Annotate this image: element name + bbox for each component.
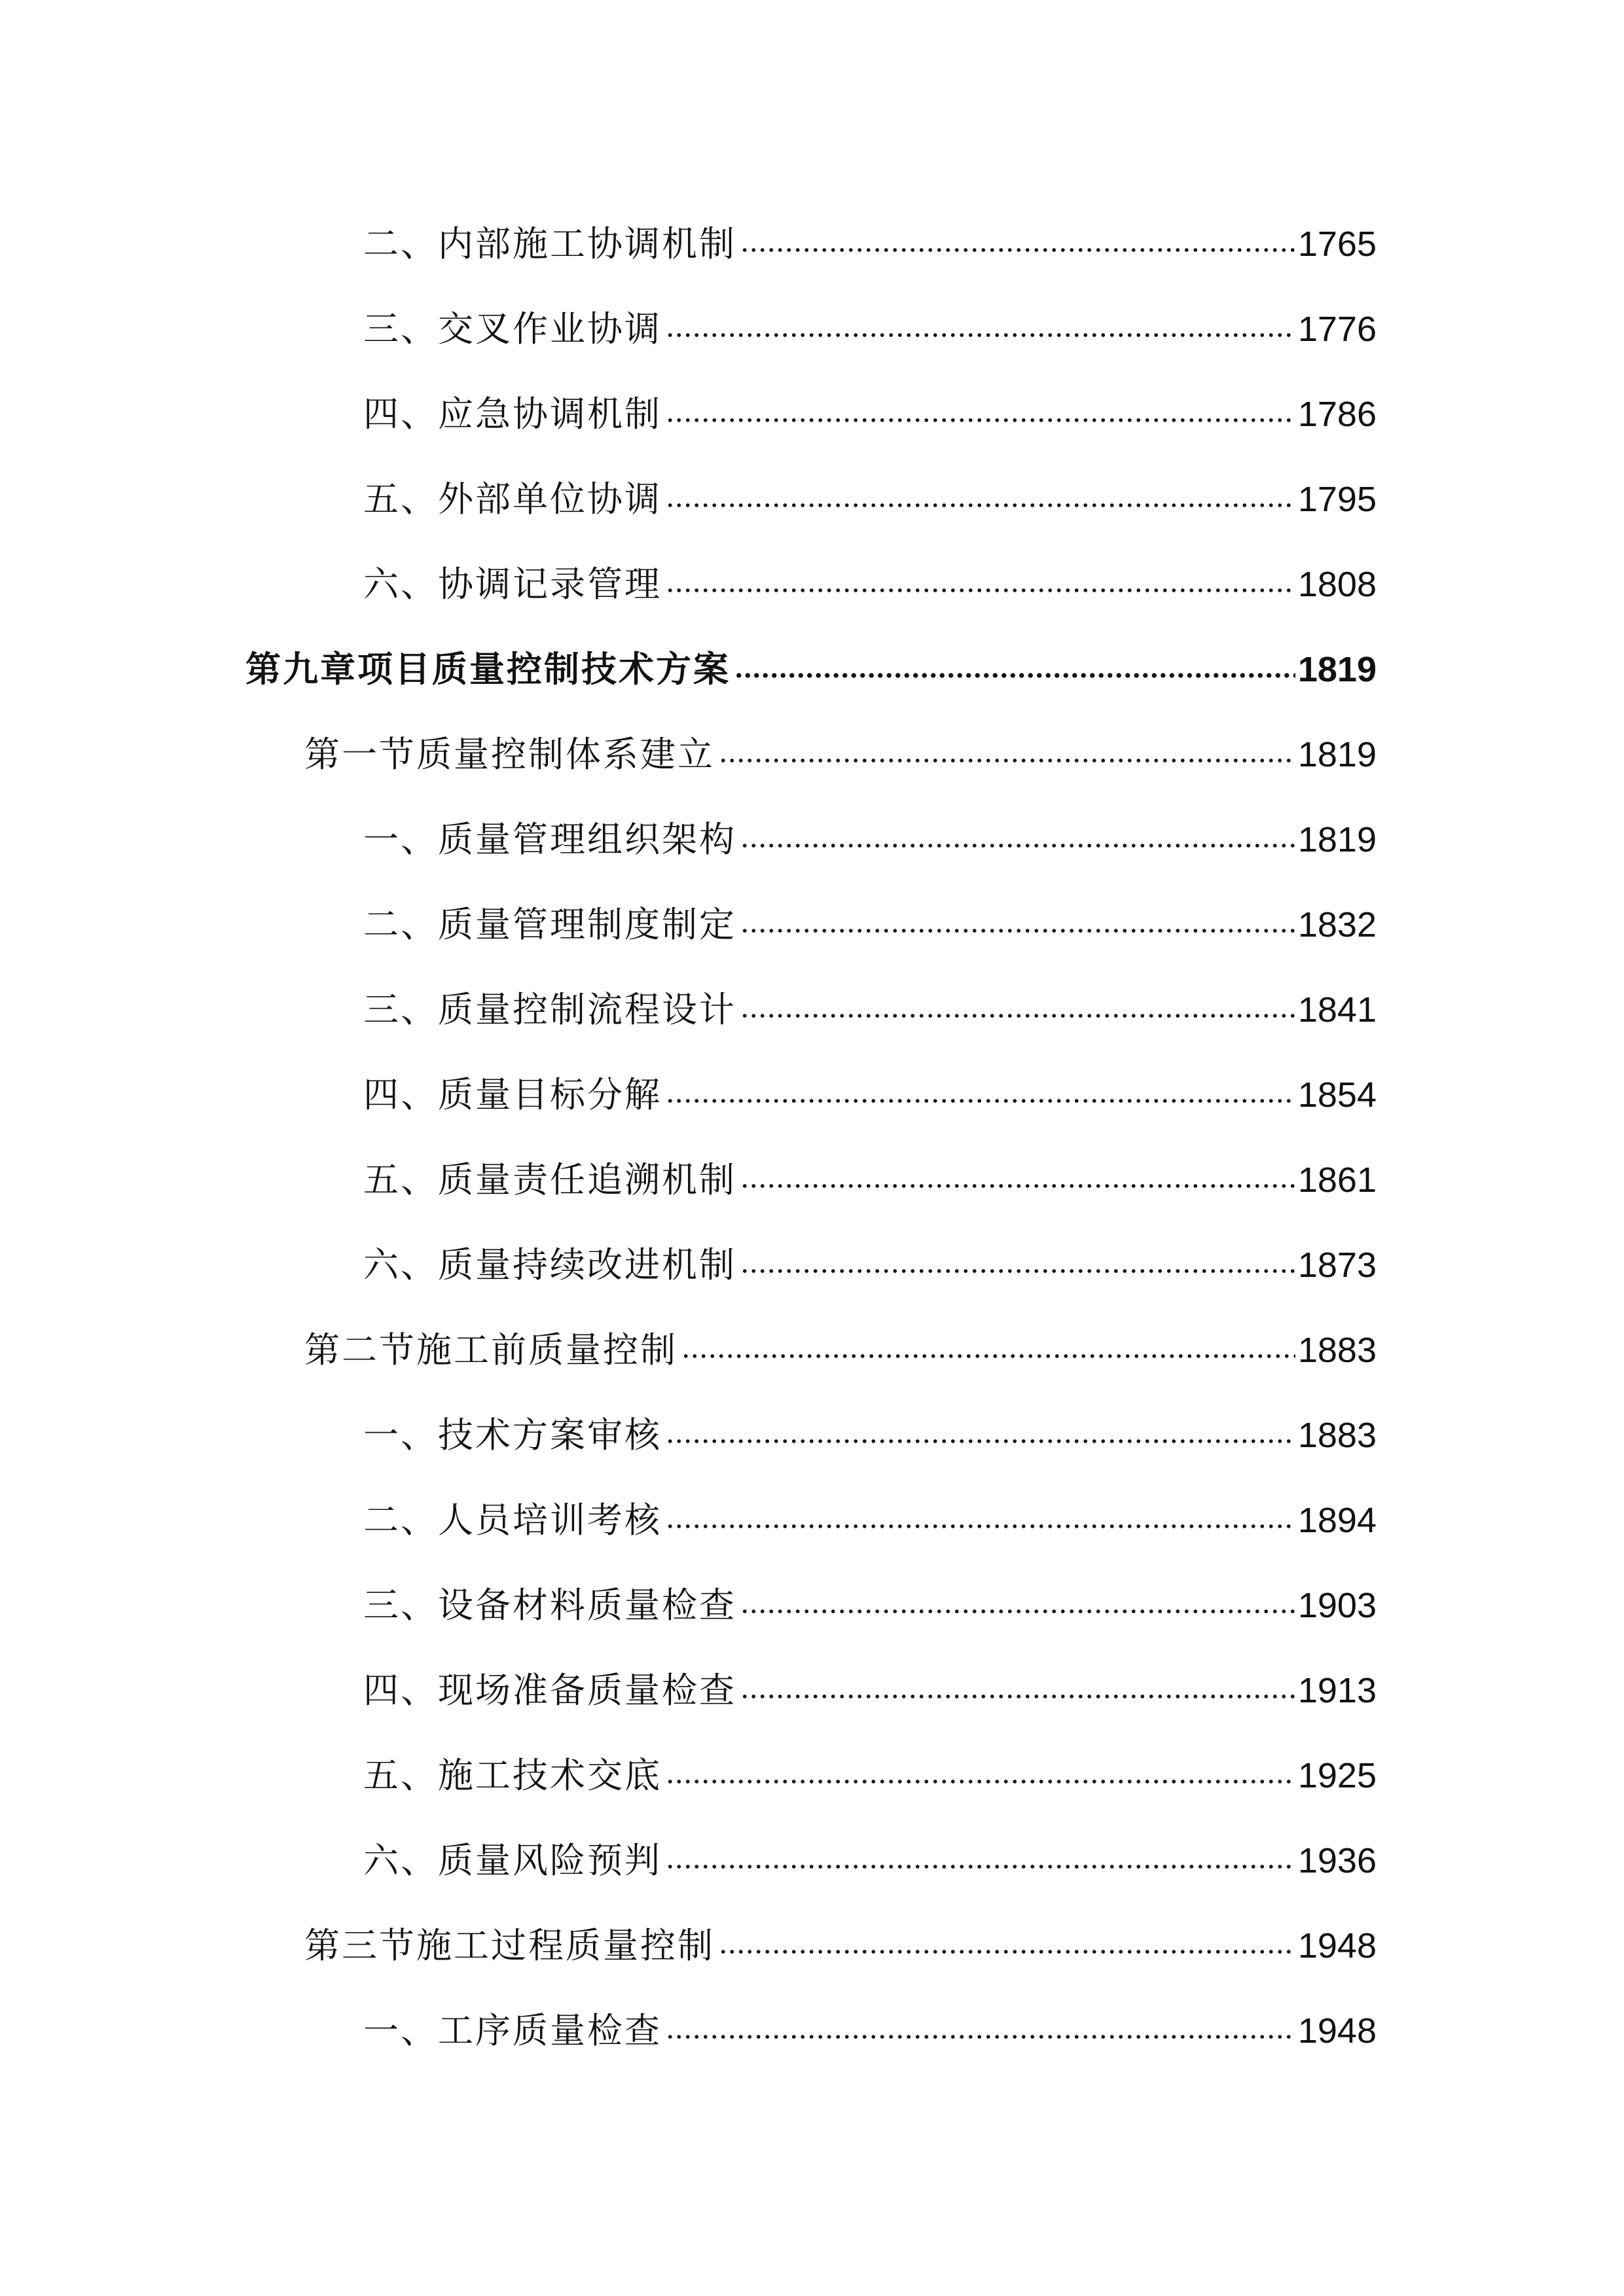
toc-page-number: 1841	[1297, 990, 1377, 1030]
toc-dot-leader	[719, 1945, 1295, 1958]
toc-page-number: 1894	[1297, 1501, 1377, 1540]
toc-page-number: 1883	[1297, 1416, 1377, 1455]
toc-entry[interactable]	[363, 209, 1377, 262]
toc-dot-leader	[740, 1265, 1295, 1278]
toc-entry[interactable]	[363, 1486, 1377, 1541]
toc-dot-leader	[666, 1860, 1295, 1873]
toc-dot-leader	[666, 1094, 1295, 1107]
toc-page-number: 1819	[1297, 820, 1377, 859]
toc-dot-leader	[734, 669, 1295, 682]
toc-page-number: 1819	[1297, 650, 1377, 689]
toc-dot-leader	[666, 329, 1295, 342]
toc-entry[interactable]	[363, 1571, 1377, 1626]
toc-entry-title: 五、施工技术交底	[363, 1755, 662, 1796]
toc-entry[interactable]	[363, 805, 1377, 860]
toc-page-number: 1854	[1297, 1075, 1377, 1115]
toc-entry[interactable]	[363, 1741, 1377, 1796]
toc-page-number: 1903	[1297, 1586, 1377, 1625]
toc-entry[interactable]	[363, 1401, 1377, 1456]
toc-entry-title: 第九章项目质量控制技术方案	[245, 649, 731, 690]
toc-entry[interactable]	[363, 465, 1377, 520]
toc-entry-title: 三、设备材料质量检查	[363, 1585, 736, 1626]
toc-dot-leader	[666, 1775, 1295, 1788]
toc-section-entry[interactable]	[304, 1316, 1377, 1371]
toc-dot-leader	[666, 1520, 1295, 1533]
toc-entry-title: 二、质量管理制度制定	[363, 904, 736, 945]
toc-dot-leader	[719, 754, 1295, 767]
toc-entry[interactable]	[363, 1656, 1377, 1711]
toc-dot-leader	[740, 1690, 1295, 1703]
toc-page-number: 1948	[1297, 1926, 1377, 1965]
toc-entry[interactable]	[363, 1060, 1377, 1113]
toc-entry-title: 四、质量目标分解	[363, 1074, 662, 1115]
toc-entry[interactable]	[363, 550, 1377, 605]
toc-page-number: 1873	[1297, 1246, 1377, 1285]
toc-chapter-entry[interactable]	[245, 635, 1377, 690]
toc-dot-leader	[666, 414, 1295, 427]
toc-dot-leader	[740, 1179, 1295, 1193]
toc-page-number: 1819	[1297, 735, 1377, 774]
toc-dot-leader	[666, 2030, 1295, 2043]
toc-page-number: 1795	[1297, 480, 1377, 519]
toc-page-number: 1765	[1297, 224, 1377, 264]
toc-dot-leader	[740, 1605, 1295, 1618]
toc-entry-title: 五、外部单位协调	[363, 478, 662, 520]
toc-page-number: 1832	[1297, 905, 1377, 944]
toc-page-number: 1786	[1297, 395, 1377, 434]
toc-entry-title: 一、技术方案审核	[363, 1414, 662, 1456]
toc-section-entry[interactable]	[304, 720, 1377, 775]
toc-dot-leader	[740, 924, 1295, 937]
toc-entry[interactable]	[363, 1145, 1377, 1198]
toc-page-number: 1948	[1297, 2011, 1377, 2051]
toc-entry[interactable]	[363, 380, 1377, 435]
toc-entry-title: 第一节质量控制体系建立	[304, 734, 715, 775]
toc-entry-title: 一、工序质量检查	[363, 2010, 662, 2051]
toc-dot-leader	[681, 1350, 1295, 1363]
toc-entry-title: 五、质量责任追溯机制	[363, 1159, 736, 1200]
toc-entry-title: 第三节施工过程质量控制	[304, 1925, 715, 1966]
toc-entry[interactable]	[363, 295, 1377, 350]
toc-dot-leader	[666, 499, 1295, 512]
toc-entry[interactable]	[363, 975, 1377, 1028]
toc-page-number: 1913	[1297, 1671, 1377, 1710]
toc-entry-title: 二、人员培训考核	[363, 1499, 662, 1541]
toc-page-number: 1861	[1297, 1160, 1377, 1200]
toc-section-entry[interactable]	[304, 1911, 1377, 1964]
toc-dot-leader	[666, 584, 1295, 597]
toc-dot-leader	[666, 1435, 1295, 1448]
toc-page-number: 1776	[1297, 310, 1377, 349]
toc-entry-title: 一、质量管理组织架构	[363, 819, 736, 860]
toc-page-number: 1936	[1297, 1841, 1377, 1880]
toc-page-number: 1883	[1297, 1331, 1377, 1370]
toc-dot-leader	[740, 839, 1295, 852]
toc-entry-title: 六、质量风险预判	[363, 1840, 662, 1881]
toc-entry-title: 二、内部施工协调机制	[363, 223, 736, 264]
toc-page-number: 1925	[1297, 1756, 1377, 1795]
toc-page-number: 1808	[1297, 565, 1377, 604]
toc-entry-title: 四、现场准备质量检查	[363, 1670, 736, 1711]
toc-entry-title: 六、协调记录管理	[363, 564, 662, 605]
toc-entry[interactable]	[363, 1996, 1377, 2049]
toc-entry[interactable]	[363, 1230, 1377, 1283]
toc-entry-title: 第二节施工前质量控制	[304, 1329, 677, 1371]
toc-dot-leader	[740, 1009, 1295, 1022]
toc-dot-leader	[740, 243, 1295, 257]
toc-entry-title: 三、交叉作业协调	[363, 308, 662, 350]
toc-entry-title: 四、应急协调机制	[363, 393, 662, 435]
toc-entry[interactable]	[363, 890, 1377, 945]
toc-entry-title: 六、质量持续改进机制	[363, 1244, 736, 1285]
toc-entry[interactable]	[363, 1826, 1377, 1881]
toc-entry-title: 三、质量控制流程设计	[363, 989, 736, 1030]
